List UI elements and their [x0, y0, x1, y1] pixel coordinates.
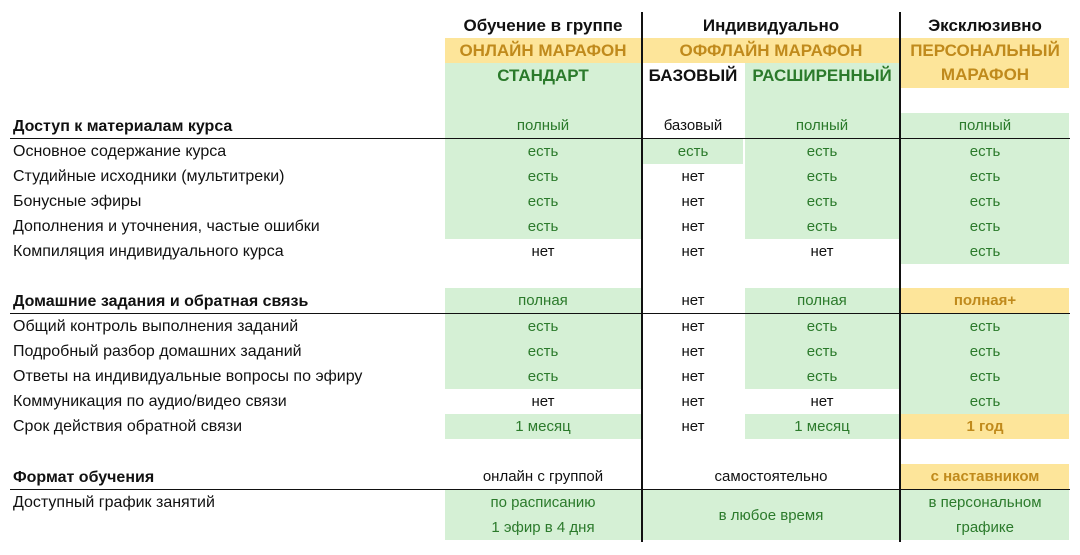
header-spacer — [445, 88, 641, 113]
cell-personal: есть — [901, 214, 1069, 239]
header-spacer — [745, 88, 899, 113]
cell-basic: нет — [681, 168, 705, 185]
cell-extended: есть — [745, 189, 899, 214]
tier-basic: БАЗОВЫЙ — [648, 65, 738, 85]
plan-online-marathon: ОНЛАЙН МАРАФОН — [445, 38, 641, 63]
cell-basic: нет — [681, 343, 705, 360]
plan-offline-marathon: ОФФЛАЙН МАРАФОН — [643, 38, 899, 63]
cell-standard: есть — [445, 189, 641, 214]
access-extended: полный — [745, 113, 899, 138]
cell-standard: есть — [445, 214, 641, 239]
row-label: Подробный разбор домашних заданий — [13, 343, 302, 360]
header-group: Обучение в группе — [463, 16, 623, 35]
cell-extended: есть — [745, 339, 899, 364]
access-basic: базовый — [663, 117, 723, 134]
header-individual: Индивидуально — [702, 16, 840, 35]
schedule-individual-text: в любое время — [718, 506, 824, 524]
cell-personal: есть — [901, 364, 1069, 389]
schedule-exclusive-line1: в персональном — [928, 494, 1042, 511]
cell-standard: есть — [445, 314, 641, 339]
homework-personal: полная+ — [901, 288, 1069, 313]
access-personal: полный — [901, 113, 1069, 138]
cell-extended: 1 месяц — [745, 414, 899, 439]
plan-personal-line2: МАРАФОН — [940, 65, 1030, 84]
row-label: Дополнения и уточнения, частые ошибки — [13, 218, 320, 235]
cell-basic: нет — [681, 418, 705, 435]
cell-extended: нет — [810, 393, 834, 410]
tier-extended: РАСШИРЕННЫЙ — [745, 63, 899, 88]
cell-extended: есть — [745, 164, 899, 189]
cell-personal: есть — [901, 389, 1069, 414]
cell-standard: есть — [445, 339, 641, 364]
homework-standard: полная — [445, 288, 641, 313]
format-individual: самостоятельно — [714, 468, 828, 485]
separator-group — [641, 12, 643, 542]
access-standard: полный — [445, 113, 641, 138]
cell-extended: есть — [745, 139, 899, 164]
row-label: Студийные исходники (мультитреки) — [13, 168, 285, 185]
format-exclusive: с наставником — [901, 464, 1069, 489]
cell-extended: есть — [745, 214, 899, 239]
cell-extended: нет — [810, 243, 834, 260]
cell-personal: 1 год — [901, 414, 1069, 439]
cell-basic: нет — [681, 243, 705, 260]
section-title-homework: Домашние задания и обратная связь — [13, 293, 309, 310]
section-title-format: Формат обучения — [13, 469, 155, 486]
row-label: Доступный график занятий — [13, 494, 215, 511]
cell-basic: нет — [681, 318, 705, 335]
cell-basic: нет — [681, 193, 705, 210]
cell-standard: есть — [445, 164, 641, 189]
cell-personal: есть — [901, 314, 1069, 339]
cell-standard: 1 месяц — [445, 414, 641, 439]
row-label: Ответы на индивидуальные вопросы по эфиру — [13, 368, 363, 385]
cell-basic: нет — [681, 368, 705, 385]
cell-personal: есть — [901, 339, 1069, 364]
cell-extended: есть — [745, 364, 899, 389]
plan-personal-line1: ПЕРСОНАЛЬНЫЙ — [910, 41, 1060, 60]
row-label: Коммуникация по аудио/видео связи — [13, 393, 287, 410]
cell-personal: есть — [901, 139, 1069, 164]
row-label: Общий контроль выполнения заданий — [13, 318, 299, 335]
cell-personal: есть — [901, 164, 1069, 189]
homework-basic: нет — [681, 292, 705, 309]
schedule-group-line1: по расписанию — [490, 494, 596, 511]
cell-extended: есть — [745, 314, 899, 339]
schedule-group — [445, 490, 641, 540]
schedule-group-line2: 1 эфир в 4 дня — [491, 519, 595, 536]
tier-standard: СТАНДАРТ — [445, 63, 641, 88]
plan-personal-marathon — [901, 38, 1069, 88]
cell-basic: нет — [681, 218, 705, 235]
cell-standard: нет — [531, 393, 555, 410]
section-title-access: Доступ к материалам курса — [13, 118, 233, 135]
format-group: онлайн с группой — [482, 468, 604, 485]
header-exclusive: Эксклюзивно — [928, 16, 1042, 35]
row-label: Основное содержание курса — [13, 143, 227, 160]
schedule-individual — [643, 490, 899, 540]
cell-personal: есть — [901, 189, 1069, 214]
homework-extended: полная — [745, 288, 899, 313]
schedule-exclusive — [901, 490, 1069, 540]
cell-personal: есть — [901, 239, 1069, 264]
cell-standard: есть — [445, 139, 641, 164]
cell-basic: нет — [681, 393, 705, 410]
row-label: Компиляция индивидуального курса — [13, 243, 284, 260]
cell-standard: есть — [445, 364, 641, 389]
schedule-exclusive-line2: графике — [956, 519, 1014, 536]
cell-basic: есть — [643, 139, 743, 164]
row-label: Бонусные эфиры — [13, 193, 142, 210]
cell-standard: нет — [531, 243, 555, 260]
separator-exclusive — [899, 12, 901, 542]
row-label: Срок действия обратной связи — [13, 418, 243, 435]
